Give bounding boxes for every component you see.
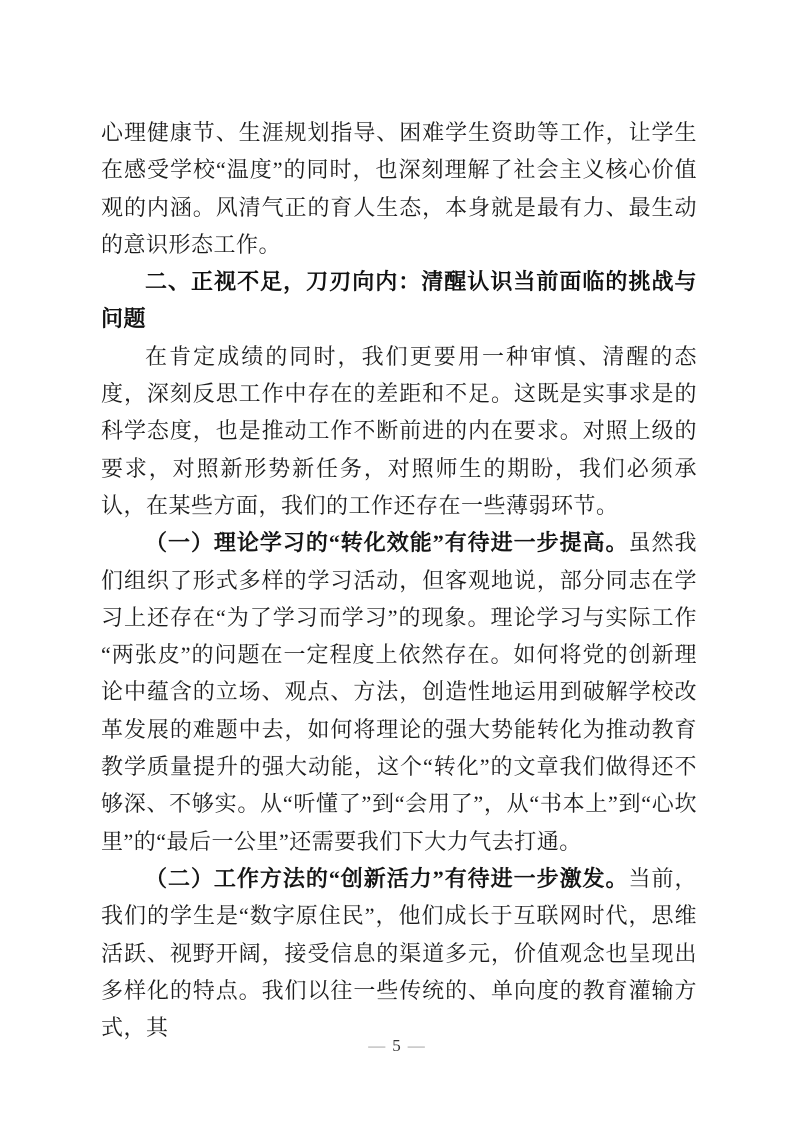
continuation-paragraph: 心理健康节、生涯规划指导、困难学生资助等工作，让学生在感受学校“温度”的同时，也深刻理解了社会主义核心价值观的内涵。风清气正的育人生态，本身就是最有力、最生动的意识形态工作。 — [101, 120, 697, 257]
page-body — [101, 114, 697, 1046]
item-2-lead: （二）工作方法的“创新活力”有待进一步激发。 — [145, 865, 629, 891]
section-heading: 二、正视不足，刀刃向内：清醒认识当前面临的挑战与问题 — [101, 269, 697, 332]
page-number — [0, 1036, 793, 1056]
page-number-value: 5 — [392, 1036, 401, 1055]
item-2-body: 当前，我们的学生是“数字原住民”，他们成长于互联网时代，思维活跃、视野开阔，接受信息的渠道多元，价值观念也呈现出多样化的特点。我们以往一些传统的、单向度的教育灌输方式，其 — [101, 865, 697, 1041]
page-number-left-dash: — — [368, 1036, 386, 1055]
page-number-right-dash: — — [407, 1036, 425, 1055]
item-1-lead: （一）理论学习的“转化效能”有待进一步提高。 — [145, 530, 629, 556]
intro-paragraph: 在肯定成绩的同时，我们更要用一种审慎、清醒的态度，深刻反思工作中存在的差距和不足。这既是实事求是的科学态度，也是推动工作不断前进的内在要求。对照上级的要求，对照新形势新任务，对照师生的期盼，我们必须承认，在某些方面，我们的工作还存在一些薄弱环节。 — [101, 343, 697, 518]
item-1-body: 虽然我们组织了形式多样的学习活动，但客观地说，部分同志在学习上还存在“为了学习而学习”的现象。理论学习与实际工作“两张皮”的问题在一定程度上依然存在。如何将党的创新理论中蕴含的立场、观点、方法，创造性地运用到破解学校改革发展的难题中去，如何将理论的强大势能转化为推动教育教学质量提升的强大动能，这个“转化”的文章我们做得还不够深、不够实。从“听懂了”到“会用了”，从“书本上”到“心坎里”的“最后一公里”还需要我们下大力气去打通。 — [101, 530, 697, 854]
item-paragraph-1 — [101, 524, 697, 860]
item-paragraph-2 — [101, 860, 697, 1046]
